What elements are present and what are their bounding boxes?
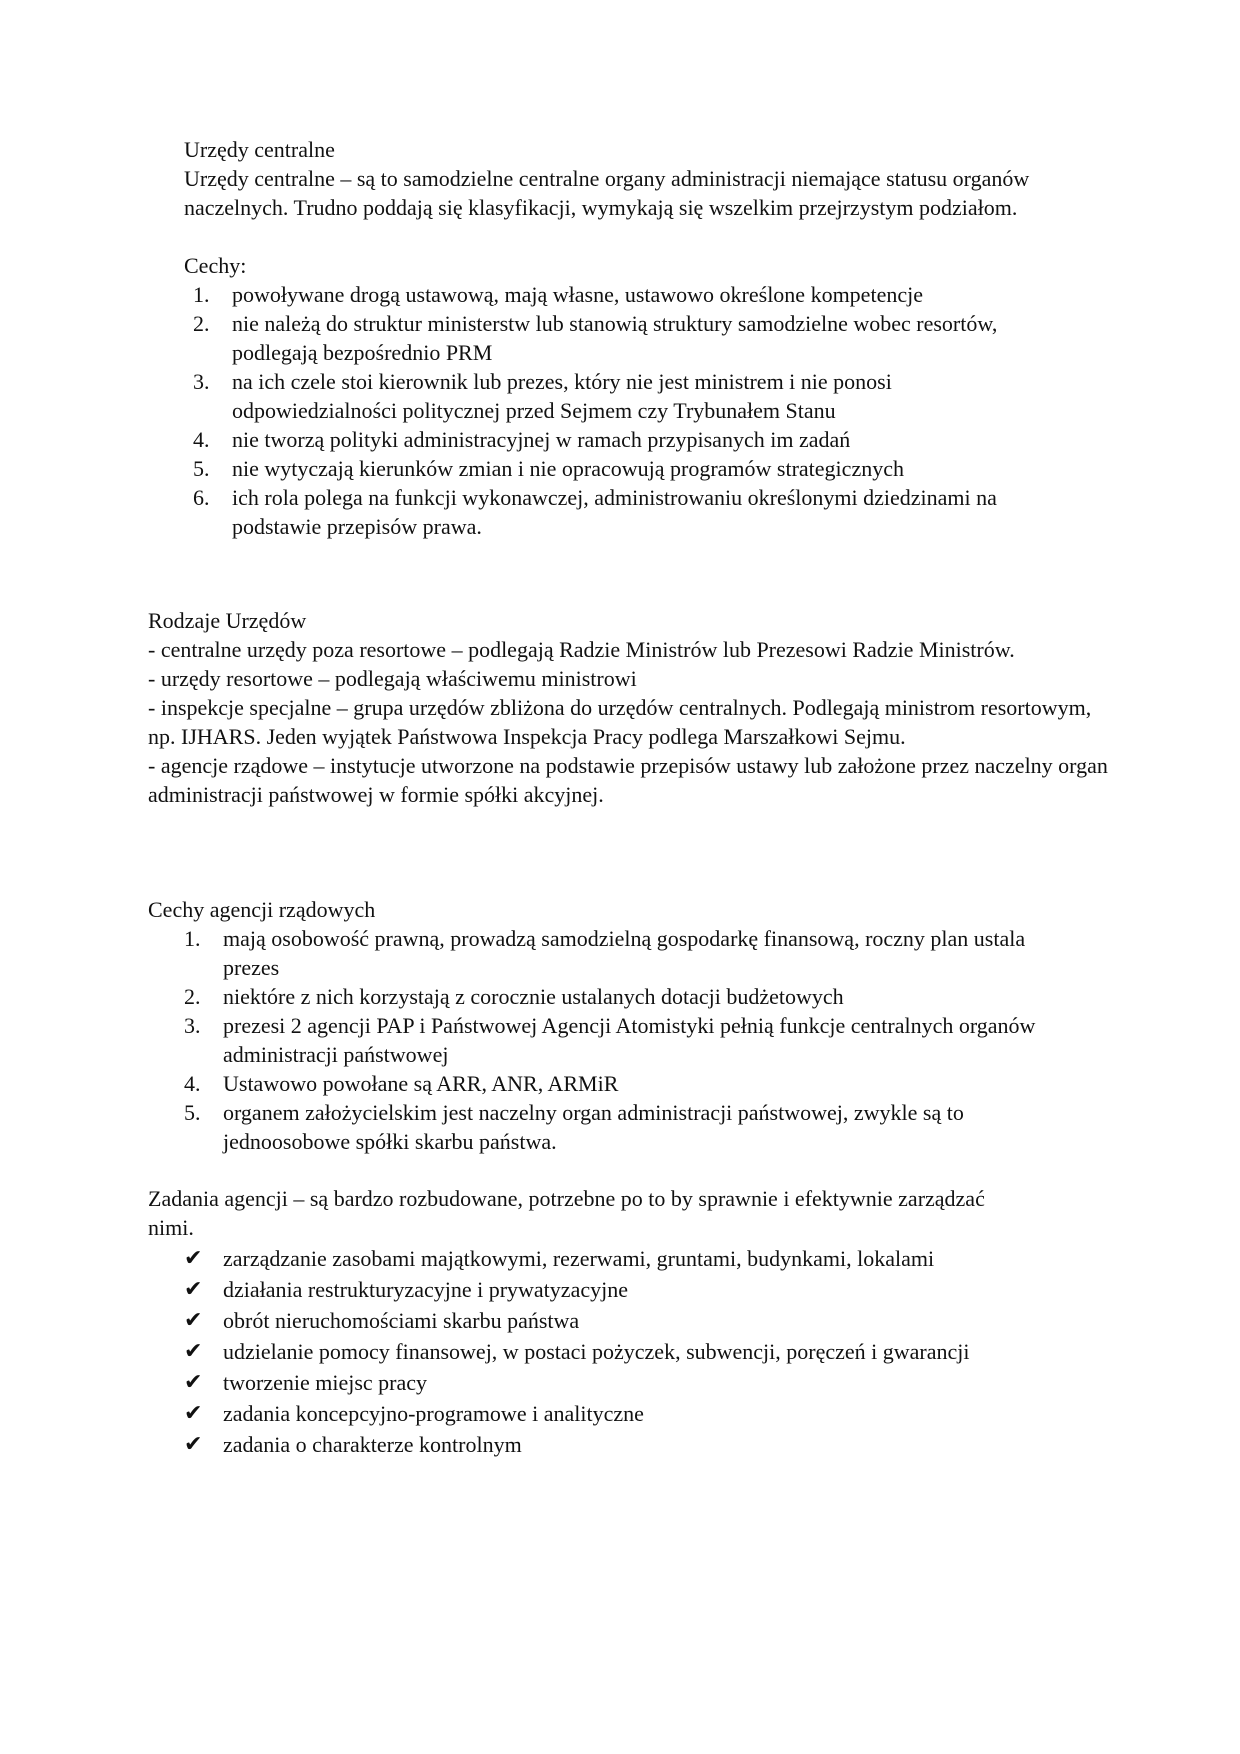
list-number: 5. bbox=[184, 1100, 201, 1125]
list-item bbox=[148, 1306, 1108, 1335]
tasks-list bbox=[148, 1244, 1108, 1459]
list-number: 2. bbox=[193, 311, 210, 336]
list-number: 1. bbox=[184, 926, 201, 951]
list-number: 1. bbox=[193, 282, 210, 307]
list-text: nie wytyczają kierunków zmian i nie opracowują programów strategicznych bbox=[232, 456, 904, 481]
list-text: udzielanie pomocy finansowej, w postaci pożyczek, subwencji, poręczeń i gwarancji bbox=[223, 1339, 970, 1364]
list-item bbox=[157, 425, 1057, 454]
section-office-types bbox=[148, 606, 1108, 809]
list-number: 6. bbox=[193, 485, 210, 510]
checkmark-icon: ✔ bbox=[184, 1339, 203, 1364]
list-number: 3. bbox=[193, 369, 210, 394]
list-text: działania restrukturyzacyjne i prywatyzacyjne bbox=[223, 1277, 628, 1302]
section-agency-features bbox=[148, 895, 1108, 1156]
checkmark-icon: ✔ bbox=[184, 1277, 203, 1302]
list-text: Ustawowo powołane są ARR, ANR, ARMiR bbox=[223, 1071, 619, 1096]
office-type-item: - urzędy resortowe – podlegają właściwemu ministrowi bbox=[148, 666, 637, 691]
office-type-item: - centralne urzędy poza resortowe – podlegają Radzie Ministrów lub Prezesowi Radzie Ministrów. bbox=[148, 637, 1015, 662]
list-text: zadania o charakterze kontrolnym bbox=[223, 1432, 522, 1457]
list-text: nie tworzą polityki administracyjnej w ramach przypisanych im zadań bbox=[232, 427, 851, 452]
list-item bbox=[148, 982, 1078, 1011]
office-type-item: - inspekcje specjalne – grupa urzędów zbliżona do urzędów centralnych. Podlegają ministrom resortowym, np. IJHARS. Jeden wyjątek Państwowa Inspekcja Pracy podlega Marszałkowi Sejmu. bbox=[148, 695, 1092, 749]
list-item bbox=[148, 1399, 1108, 1428]
list-text: prezesi 2 agencji PAP i Państwowej Agencji Atomistyki pełnią funkcje centralnych organów administracji państwowej bbox=[223, 1013, 1036, 1067]
section-title: Cechy agencji rządowych bbox=[148, 897, 376, 922]
list-text: obrót nieruchomościami skarbu państwa bbox=[223, 1308, 580, 1333]
intro-paragraph: Urzędy centralne – są to samodzielne centralne organy administracji niemające statusu organów naczelnych. Trudno poddają się klasyfikacji, wymykają się wszelkim przejrzystym podziałom. bbox=[184, 166, 1030, 220]
list-item bbox=[148, 1098, 1078, 1156]
list-item bbox=[157, 367, 1057, 425]
list-item bbox=[148, 1430, 1108, 1459]
list-number: 4. bbox=[184, 1071, 201, 1096]
list-item bbox=[148, 924, 1078, 982]
list-text: ich rola polega na funkcji wykonawczej, administrowaniu określonymi dziedzinami na podstawie przepisów prawa. bbox=[232, 485, 997, 539]
list-text: niektóre z nich korzystają z corocznie ustalanych dotacji budżetowych bbox=[223, 984, 844, 1009]
list-number: 3. bbox=[184, 1013, 201, 1038]
features-list bbox=[157, 280, 1057, 541]
checkmark-icon: ✔ bbox=[184, 1308, 203, 1333]
list-item bbox=[148, 1368, 1108, 1397]
section-title: Urzędy centralne bbox=[184, 137, 335, 162]
list-item bbox=[157, 483, 1057, 541]
list-item bbox=[148, 1275, 1108, 1304]
list-text: zarządzanie zasobami majątkowymi, rezerwami, gruntami, budynkami, lokalami bbox=[223, 1246, 935, 1271]
features-heading: Cechy: bbox=[184, 253, 247, 278]
list-number: 2. bbox=[184, 984, 201, 1009]
list-text: na ich czele stoi kierownik lub prezes, który nie jest ministrem i nie ponosi odpowiedzialności politycznej przed Sejmem czy Trybunałem Stanu bbox=[232, 369, 892, 423]
list-text: nie należą do struktur ministerstw lub stanowią struktury samodzielne wobec resortów, podlegają bezpośrednio PRM bbox=[232, 311, 998, 365]
list-item bbox=[148, 1337, 1108, 1366]
agency-features-list bbox=[148, 924, 1078, 1156]
list-item bbox=[157, 309, 1057, 367]
list-text: tworzenie miejsc pracy bbox=[223, 1370, 428, 1395]
list-number: 5. bbox=[193, 456, 210, 481]
list-text: mają osobowość prawną, prowadzą samodzielną gospodarkę finansową, roczny plan ustala prezes bbox=[223, 926, 1026, 980]
list-item bbox=[148, 1011, 1078, 1069]
list-item bbox=[148, 1069, 1078, 1098]
office-type-item: - agencje rządowe – instytucje utworzone na podstawie przepisów ustawy lub założone przez naczelny organ administracji państwowej w formie spółki akcyjnej. bbox=[148, 753, 1108, 807]
section-central-offices bbox=[184, 135, 1084, 541]
list-item bbox=[157, 280, 1057, 309]
list-number: 4. bbox=[193, 427, 210, 452]
list-item bbox=[157, 454, 1057, 483]
checkmark-icon: ✔ bbox=[184, 1432, 203, 1457]
list-item bbox=[148, 1244, 1108, 1273]
checkmark-icon: ✔ bbox=[184, 1370, 203, 1395]
section-title: Rodzaje Urzędów bbox=[148, 608, 307, 633]
section-agency-tasks bbox=[148, 1184, 1108, 1459]
tasks-intro: Zadania agencji – są bardzo rozbudowane, potrzebne po to by sprawnie i efektywnie zarządzać nimi. bbox=[148, 1186, 985, 1240]
checkmark-icon: ✔ bbox=[184, 1401, 203, 1426]
list-text: organem założycielskim jest naczelny organ administracji państwowej, zwykle są to jednoosobowe spółki skarbu państwa. bbox=[223, 1100, 964, 1154]
list-text: zadania koncepcyjno-programowe i analityczne bbox=[223, 1401, 644, 1426]
list-text: powoływane drogą ustawową, mają własne, ustawowo określone kompetencje bbox=[232, 282, 923, 307]
checkmark-icon: ✔ bbox=[184, 1246, 203, 1271]
